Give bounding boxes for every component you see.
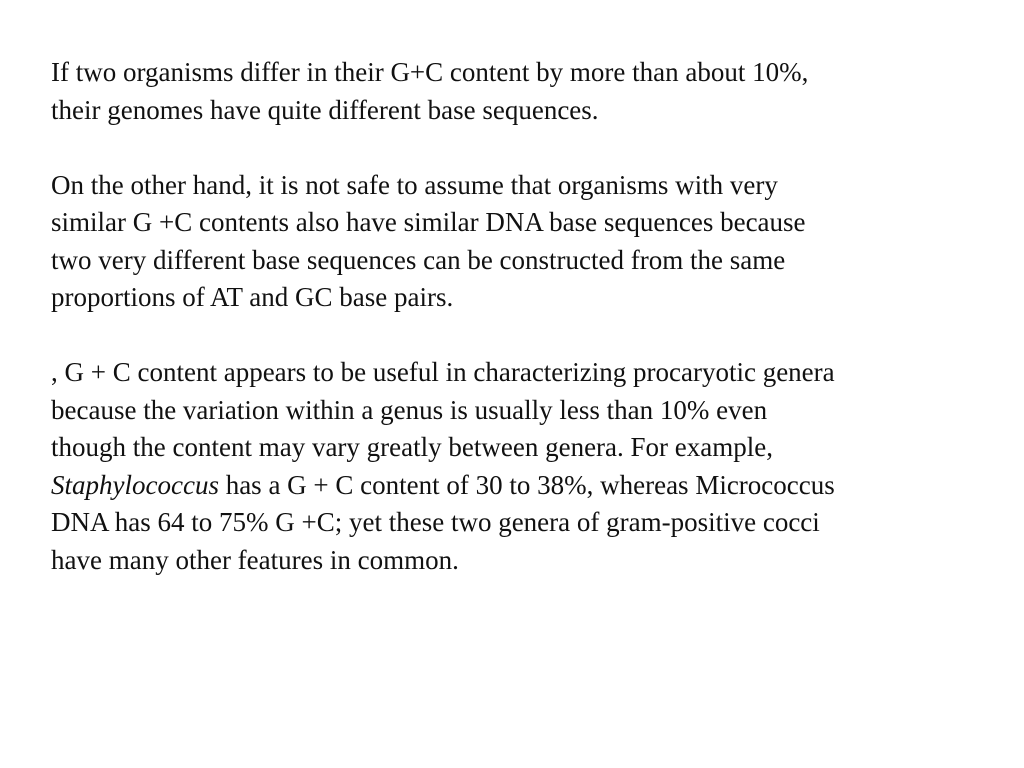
text-line-rest: has a G + C content of 30 to 38%, whereas Micrococcus <box>218 469 835 500</box>
slide-body <box>51 54 981 617</box>
paragraph-gc-genera <box>51 354 981 579</box>
paragraph-gc-similarity <box>51 167 981 317</box>
text-line: because the variation within a genus is usually less than 10% even <box>51 394 768 425</box>
text-line: On the other hand, it is not safe to assume that organisms with very <box>51 169 778 200</box>
text-line: though the content may vary greatly between genera. For example, <box>51 432 773 462</box>
text-line: similar G +C contents also have similar DNA base sequences because <box>51 207 806 237</box>
text-line-with-italic <box>51 467 981 505</box>
genus-name-italic: Staphylococcus <box>51 469 219 500</box>
text-line: proportions of AT and GC base pairs. <box>51 282 454 312</box>
text-line: If two organisms differ in their G+C content by more than about 10%, <box>51 57 809 87</box>
text-line: , G + C content appears to be useful in characterizing procaryotic genera <box>51 357 835 387</box>
paragraph-gc-difference <box>51 54 981 129</box>
text-line: have many other features in common. <box>51 544 459 575</box>
text-line: their genomes have quite different base sequences. <box>51 94 599 125</box>
text-line: two very different base sequences can be constructed from the same <box>51 244 786 275</box>
text-line: DNA has 64 to 75% G +C; yet these two genera of gram-positive cocci <box>51 507 820 537</box>
